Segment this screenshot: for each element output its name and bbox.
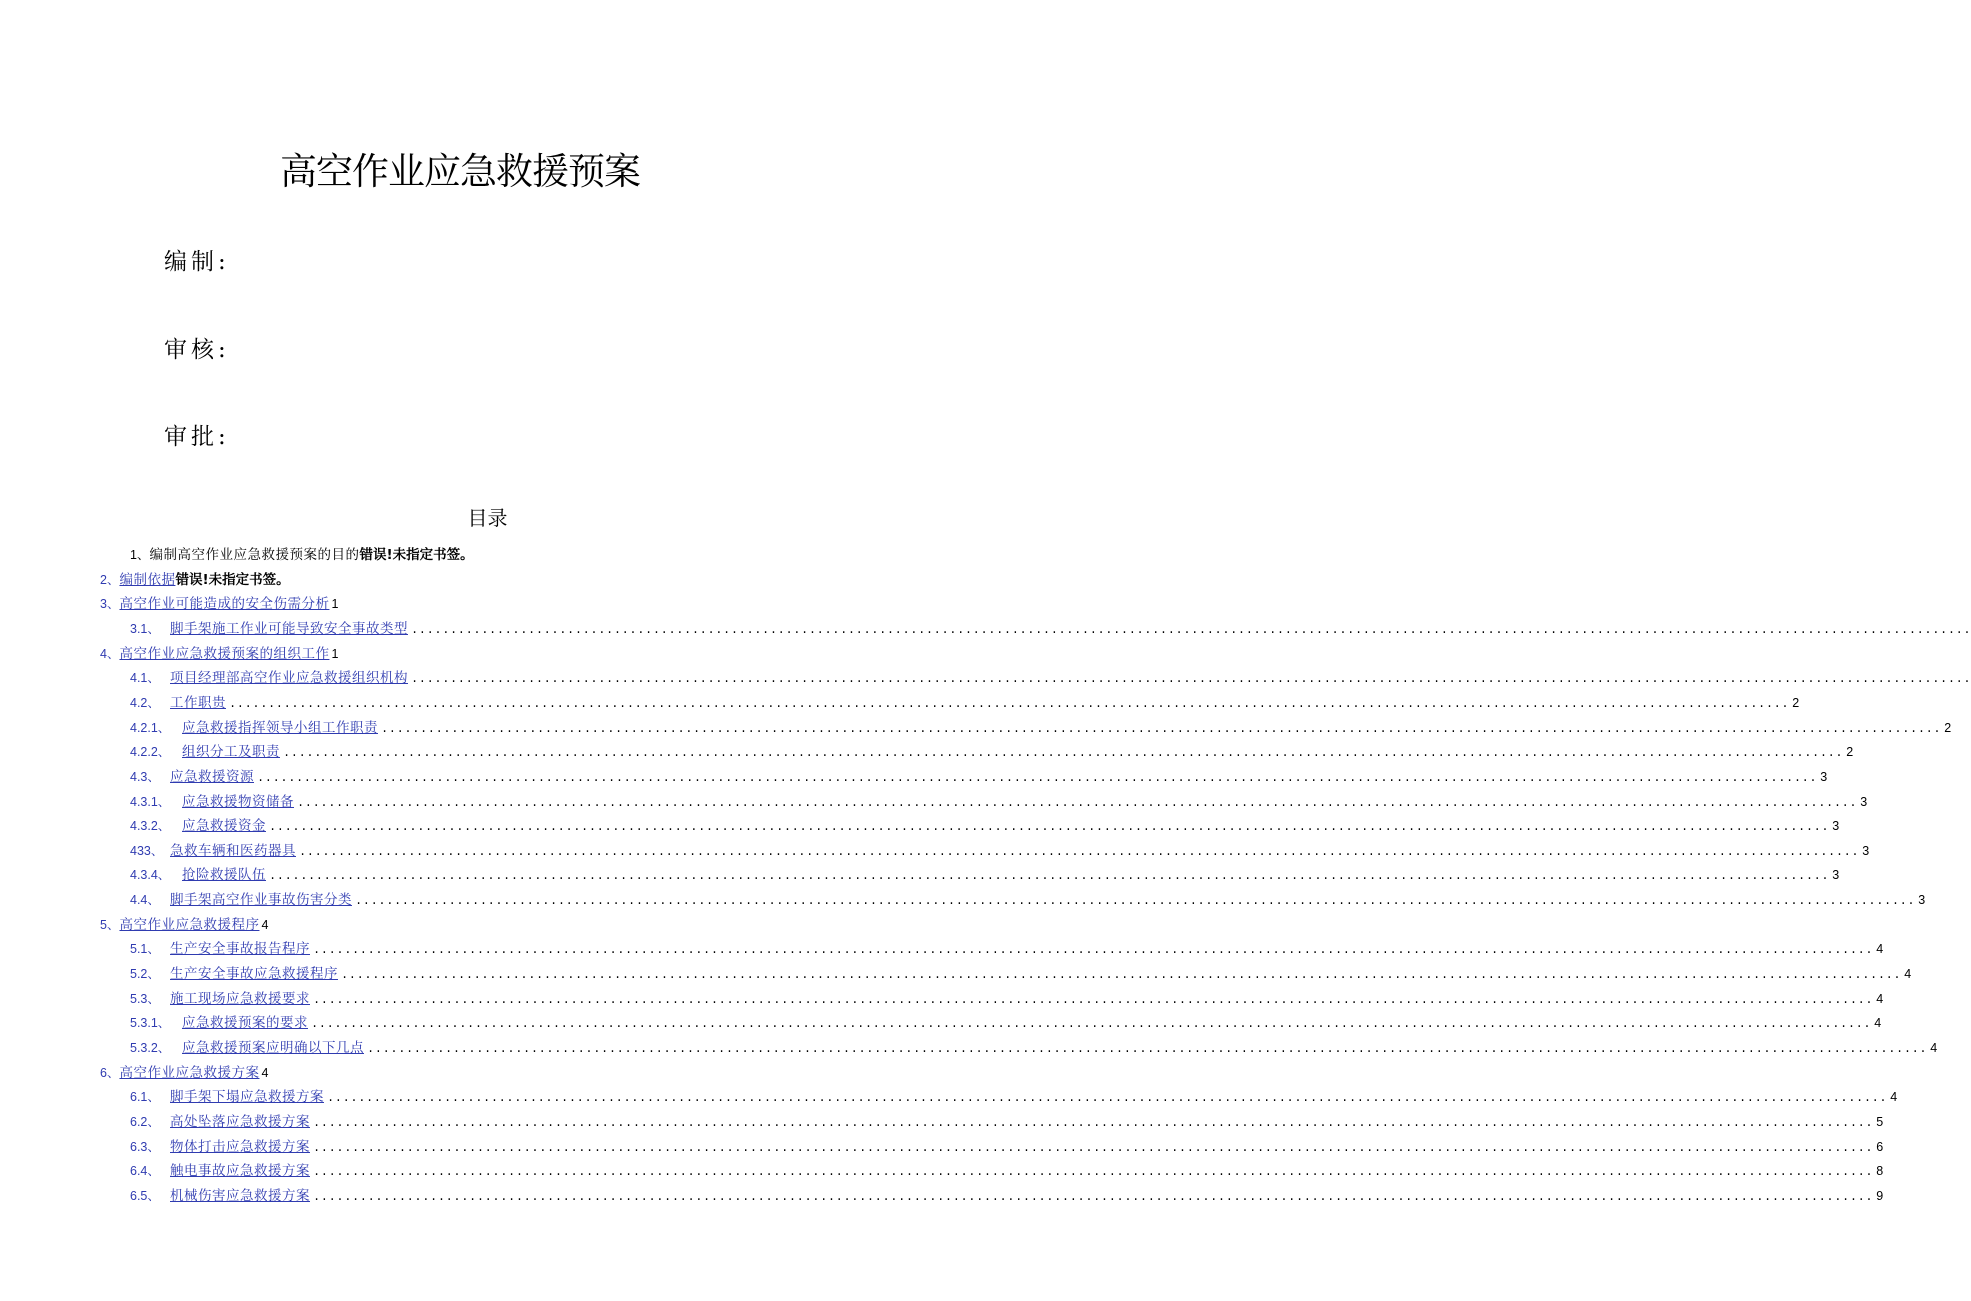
toc-entry-page: 5 [1876, 1114, 1884, 1129]
toc-leader-dots: ........................................................................................................................................................................................................ [269, 820, 1830, 835]
toc-entry[interactable] [130, 692, 1800, 712]
toc-entry-number: 5.2、 [130, 967, 160, 982]
toc-entry-number: 4、 [100, 646, 120, 661]
toc-leader-dots: ........................................................................................................................................................................................................ [367, 1042, 1928, 1056]
toc-entry[interactable] [130, 667, 1971, 687]
toc-entry-link[interactable]: 高处坠落应急救援方案 [170, 1113, 310, 1130]
toc-entry-link[interactable]: 应急救援预案应明确以下几点 [182, 1040, 364, 1056]
toc-title: 目录 [467, 506, 508, 530]
toc-entry-link[interactable]: 项目经理部高空作业应急救援组织机构 [170, 670, 408, 687]
toc-entry-link[interactable]: 高空作业应急救援程序 [119, 916, 260, 933]
toc-entry-page: 2 [1792, 695, 1800, 710]
toc-entry-number: 6、 [100, 1065, 120, 1080]
toc-entry-link[interactable]: 应急救援指挥领导小组工作职责 [182, 719, 378, 736]
toc-entry-page: 3 [1820, 769, 1828, 784]
toc-entry-page: 2 [1846, 745, 1854, 760]
toc-entry-number: 6.2、 [130, 1114, 160, 1129]
toc-entry-error: 错误!未指定书签。 [359, 547, 474, 563]
toc-entry-number: 4.3.1、 [130, 794, 171, 809]
toc-entry-link[interactable]: 急救车辆和医药器具 [170, 842, 296, 859]
toc-entry [130, 544, 474, 564]
toc-leader-dots: ........................................................................................................................................................................................................ [411, 622, 1971, 637]
toc-entry-number: 5.3.2、 [130, 1041, 171, 1055]
toc-entry[interactable] [130, 963, 1912, 983]
toc-entry-page: 4 [1876, 942, 1884, 957]
document-title: 高空作业应急救援预案 [280, 150, 640, 193]
toc-entry[interactable] [100, 643, 338, 663]
toc-entry[interactable] [130, 717, 1952, 737]
toc-leader-dots: ........................................................................................................................................................................................................ [341, 968, 1902, 983]
toc-entry-number: 4.3.4、 [130, 868, 171, 883]
toc-entry[interactable] [100, 569, 290, 589]
toc-entry-page: 3 [1832, 819, 1840, 834]
toc-entry[interactable] [100, 593, 338, 613]
toc-entry[interactable] [130, 840, 1870, 860]
toc-leader-dots: ........................................................................................................................................................................................................ [229, 696, 1790, 711]
toc-entry-page: 9 [1876, 1188, 1884, 1203]
toc-leader-dots: ........................................................................................................................................................................................................ [313, 1189, 1874, 1204]
toc-leader-dots: ........................................................................................................................................................................................................ [257, 770, 1818, 785]
toc-entry-link[interactable]: 机械伤害应急救援方案 [170, 1187, 310, 1204]
toc-leader-dots: ........................................................................................................................................................................................................ [327, 1091, 1888, 1106]
toc-entry-page: 4 [1904, 967, 1912, 982]
toc-entry-link[interactable]: 组织分工及职责 [182, 744, 280, 761]
toc-entry-page: 1 [331, 646, 339, 661]
toc-entry[interactable] [130, 864, 1840, 884]
toc-leader-dots: ........................................................................................................................................................................................................ [299, 844, 1860, 859]
toc-entry-link[interactable]: 应急救援资源 [170, 768, 254, 785]
toc-entry-error: 错误!未指定书签。 [175, 571, 290, 588]
toc-leader-dots: ........................................................................................................................................................................................................ [381, 721, 1942, 736]
toc-entry[interactable] [130, 1111, 1884, 1131]
toc-entry-page: 4 [261, 1065, 269, 1080]
signature-compiler-label: 编制: [164, 249, 230, 275]
toc-entry-page: 4 [1876, 991, 1884, 1006]
toc-entry[interactable] [130, 1012, 1882, 1032]
toc-entry-page: 6 [1876, 1139, 1884, 1154]
signature-approver-label: 审批: [164, 424, 230, 450]
toc-entry[interactable] [130, 1185, 1884, 1205]
toc-entry[interactable] [130, 741, 1854, 761]
toc-entry[interactable] [130, 889, 1926, 909]
toc-entry-number: 4.2.2、 [130, 745, 171, 760]
toc-entry-number: 1、 [130, 548, 150, 562]
toc-leader-dots: ........................................................................................................................................................................................................ [269, 869, 1830, 884]
toc-entry-number: 5.1、 [130, 942, 160, 957]
toc-leader-dots: ........................................................................................................................................................................................................ [313, 943, 1874, 958]
toc-entry-number: 4.1、 [130, 671, 160, 686]
toc-entry-number: 3.1、 [130, 621, 160, 636]
toc-entry-page: 4 [1874, 1016, 1882, 1031]
toc-entry[interactable] [130, 988, 1884, 1008]
toc-entry-page: 8 [1876, 1164, 1884, 1179]
toc-entry[interactable] [130, 938, 1884, 958]
toc-entry-number: 5.3、 [130, 991, 160, 1006]
toc-entry-page: 4 [1890, 1090, 1898, 1105]
toc-leader-dots: ........................................................................................................................................................................................................ [313, 992, 1874, 1007]
toc-entry[interactable] [130, 1136, 1884, 1156]
toc-entry-number: 2、 [100, 572, 120, 587]
toc-leader-dots: ........................................................................................................................................................................................................ [313, 1115, 1874, 1130]
toc-entry-number: 3、 [100, 597, 120, 612]
toc-leader-dots: ........................................................................................................................................................................................................ [313, 1140, 1874, 1155]
toc-entry-link[interactable]: 生产安全事故报告程序 [170, 941, 310, 958]
toc-leader-dots: ........................................................................................................................................................................................................ [311, 1017, 1872, 1032]
toc-entry-link[interactable]: 应急救援资金 [182, 818, 266, 835]
toc-entry-link[interactable]: 抢险救援队伍 [182, 867, 266, 884]
toc-entry-link[interactable]: 编制依据 [119, 571, 176, 588]
toc-entry-number: 4.4、 [130, 893, 160, 908]
toc-entry-link[interactable]: 工作职贵 [170, 694, 226, 711]
toc-entry-link[interactable]: 高空作业应急救援方案 [119, 1064, 260, 1081]
toc-entry[interactable] [130, 1086, 1898, 1106]
toc-entry-link[interactable]: 脚手架施工作业可能导致安全事故类型 [170, 620, 408, 637]
toc-entry-number: 6.4、 [130, 1164, 160, 1179]
toc-entry-link[interactable]: 高空作业应急救援预案的组织工作 [119, 645, 330, 662]
toc-entry[interactable] [130, 815, 1840, 835]
toc-entry-page: 2 [1944, 720, 1952, 735]
toc-entry-page: 4 [261, 917, 269, 932]
toc-entry[interactable] [130, 618, 1971, 638]
toc-leader-dots: ........................................................................................................................................................................................................ [313, 1165, 1874, 1180]
toc-entry[interactable] [100, 1062, 268, 1082]
toc-entry-number: 5.3.1、 [130, 1016, 171, 1031]
toc-entry[interactable] [100, 914, 268, 934]
toc-leader-dots: ........................................................................................................................................................................................................ [283, 746, 1844, 761]
toc-entry-link[interactable]: 脚手架下塌应急救援方案 [170, 1089, 324, 1106]
toc-entry-number: 4.3、 [130, 769, 160, 784]
toc-entry[interactable] [130, 791, 1868, 811]
toc-entry-page: 3 [1862, 843, 1870, 858]
toc-leader-dots: ........................................................................................................................................................................................................ [355, 894, 1916, 909]
toc-entry-number: 6.3、 [130, 1139, 160, 1154]
toc-entry-link[interactable]: 脚手架高空作业事故伤害分类 [170, 892, 352, 909]
toc-entry-link[interactable]: 高空作业可能造成的安全伤需分析 [119, 596, 330, 613]
toc-entry-page: 1 [331, 597, 339, 612]
toc-entry-number: 4.2.1、 [130, 720, 171, 735]
toc-entry-number: 5、 [100, 917, 120, 932]
toc-entry-number: 433、 [130, 843, 164, 858]
toc-entry-link[interactable]: 物体打击应急救援方案 [170, 1138, 310, 1155]
toc-entry-page: 3 [1832, 868, 1840, 883]
signature-reviewer-label: 审核: [164, 337, 230, 363]
toc-entry[interactable] [130, 1037, 1938, 1057]
toc-leader-dots: ........................................................................................................................................................................................................ [411, 672, 1971, 687]
toc-entry-number: 4.2、 [130, 695, 160, 710]
toc-leader-dots: ........................................................................................................................................................................................................ [297, 795, 1858, 810]
toc-entry-page: 3 [1918, 893, 1926, 908]
toc-entry-link[interactable]: 触电事故应急救援方案 [170, 1163, 310, 1180]
toc-entry[interactable] [130, 1160, 1884, 1180]
toc-entry-link[interactable]: 生产安全事故应急救援程序 [170, 966, 338, 983]
toc-entry-link[interactable]: 应急救援物资储备 [182, 793, 294, 810]
toc-entry[interactable] [130, 766, 1828, 786]
toc-entry-link: 编制高空作业应急救援预案的目的 [149, 547, 360, 563]
toc-entry-number: 4.3.2、 [130, 819, 171, 834]
toc-entry-page: 4 [1930, 1041, 1938, 1055]
toc-entry-page: 3 [1860, 794, 1868, 809]
toc-entry-number: 6.5、 [130, 1188, 160, 1203]
toc-entry-link[interactable]: 应急救援预案的要求 [182, 1015, 308, 1032]
toc-entry-link[interactable]: 施工现场应急救援要求 [170, 990, 310, 1007]
toc-entry-number: 6.1、 [130, 1090, 160, 1105]
